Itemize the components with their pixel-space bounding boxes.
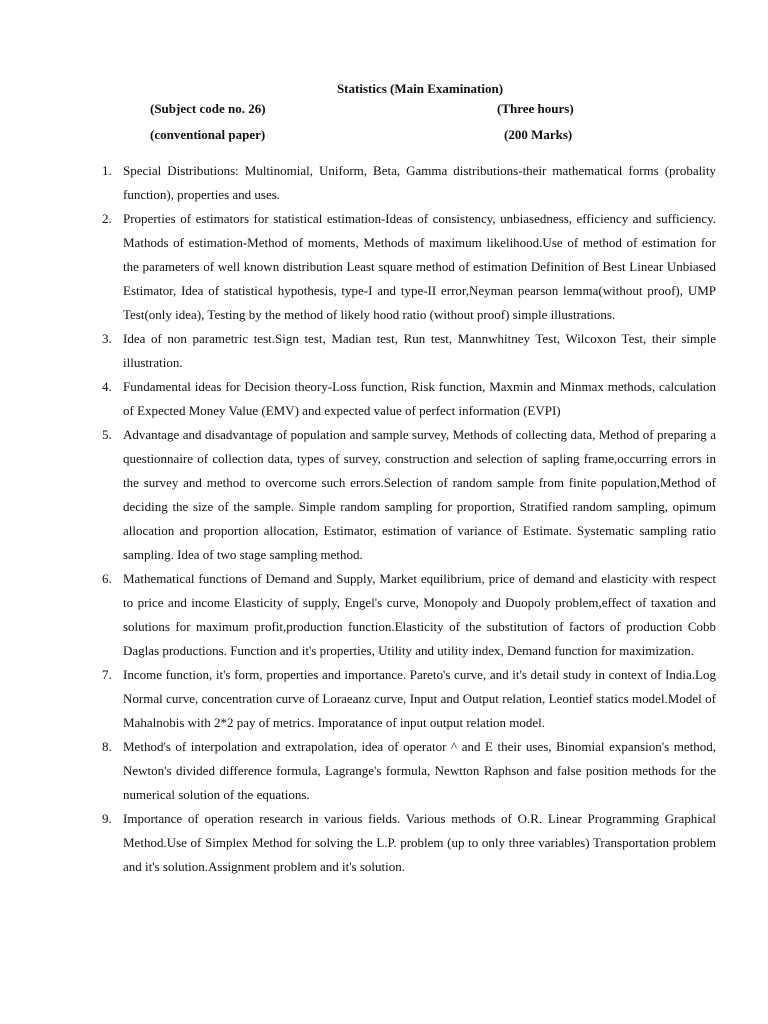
item-number: 8. xyxy=(102,739,112,754)
syllabus-item xyxy=(0,807,768,879)
item-text: Properties of estimators for statistical estimation-Ideas of consistency, unbiasedness, efficiency and sufficiency. Mathods of estimation-Method of moments, Methods of maximum likelihood.Use of method of estimation for the parameters of well known distribution Least square method of estimation Definition of Best Linear Unbiased Estimator, Idea of statistical hypothesis, type-I and type-II error,Neyman pearson lemma(without proof), UMP Test(only idea), Testing by the method of likely hood ratio (without proof) simple illustrations. xyxy=(123,211,716,322)
item-text: Income function, it's form, properties and importance. Pareto's curve, and it's detail study in context of India.Log Normal curve, concentration curve of Loraeanz curve, Input and Output relation, Leontief statics model.Model of Mahalnobis with 2*2 pay of metrics. Imporatance of input output relation model. xyxy=(123,667,716,730)
item-number: 5. xyxy=(102,427,112,442)
item-number: 7. xyxy=(102,667,112,682)
item-number: 3. xyxy=(102,331,112,346)
item-number: 9. xyxy=(102,811,112,826)
syllabus-list xyxy=(0,159,768,879)
subject-code: (Subject code no. 26) xyxy=(150,101,266,116)
item-number: 1. xyxy=(102,163,112,178)
syllabus-item xyxy=(0,327,768,375)
document-title: Statistics (Main Examination) xyxy=(336,81,504,96)
item-text: Importance of operation research in various fields. Various methods of O.R. Linear Programming Graphical Method.Use of Simplex Method for solving the L.P. problem (up to only three variables) Transportation problem and it's solution.Assignment problem and it's solution. xyxy=(123,811,716,874)
paper-type: (conventional paper) xyxy=(150,127,266,142)
item-text: Idea of non parametric test.Sign test, Madian test, Run test, Mannwhitney Test, Wilcoxon Test, their simple illustration. xyxy=(123,331,716,370)
item-number: 4. xyxy=(102,379,112,394)
syllabus-item xyxy=(0,207,768,327)
total-marks: (200 Marks) xyxy=(504,127,573,142)
syllabus-item xyxy=(0,159,768,207)
item-text: Special Distributions: Multinomial, Uniform, Beta, Gamma distributions-their mathematical forms (probality function), properties and uses. xyxy=(123,163,716,202)
item-text: Mathematical functions of Demand and Supply, Market equilibrium, price of demand and elasticity with respect to price and income Elasticity of supply, Engel's curve, Monopoly and Duopoly problem,effect of taxation and solutions for maximum profit,production function.Elasticity of the substitution of factors of production Cobb Daglas productions. Function and it's properties, Utility and utility index, Demand function for maximization. xyxy=(123,571,716,658)
item-text: Fundamental ideas for Decision theory-Loss function, Risk function, Maxmin and Minmax methods, calculation of Expected Money Value (EMV) and expected value of perfect information (EVPI) xyxy=(123,379,716,418)
item-number: 6. xyxy=(102,571,112,586)
syllabus-item xyxy=(0,423,768,567)
syllabus-item xyxy=(0,567,768,663)
item-text: Method's of interpolation and extrapolation, idea of operator ^ and E their uses, Binomial expansion's method, Newton's divided difference formula, Lagrange's formula, Newtton Raphson and false position methods for the numerical solution of the equations. xyxy=(123,739,716,802)
item-text: Advantage and disadvantage of population and sample survey, Methods of collecting data, Method of preparing a questionnaire of collection data, types of survey, construction and selection of sapling frame,occurring errors in the survey and method to overcome such errors.Selection of random sample from finite population,Method of deciding the size of the sample. Simple random sampling for proportion, Stratified random sampling, opimum allocation and proportion allocation, Estimator, estimation of variance of Estimate. Systematic sampling ratio sampling. Idea of two stage sampling method. xyxy=(123,427,716,562)
syllabus-item xyxy=(0,735,768,807)
syllabus-item xyxy=(0,375,768,423)
syllabus-item xyxy=(0,663,768,735)
item-number: 2. xyxy=(102,211,112,226)
exam-duration: (Three hours) xyxy=(497,101,574,116)
